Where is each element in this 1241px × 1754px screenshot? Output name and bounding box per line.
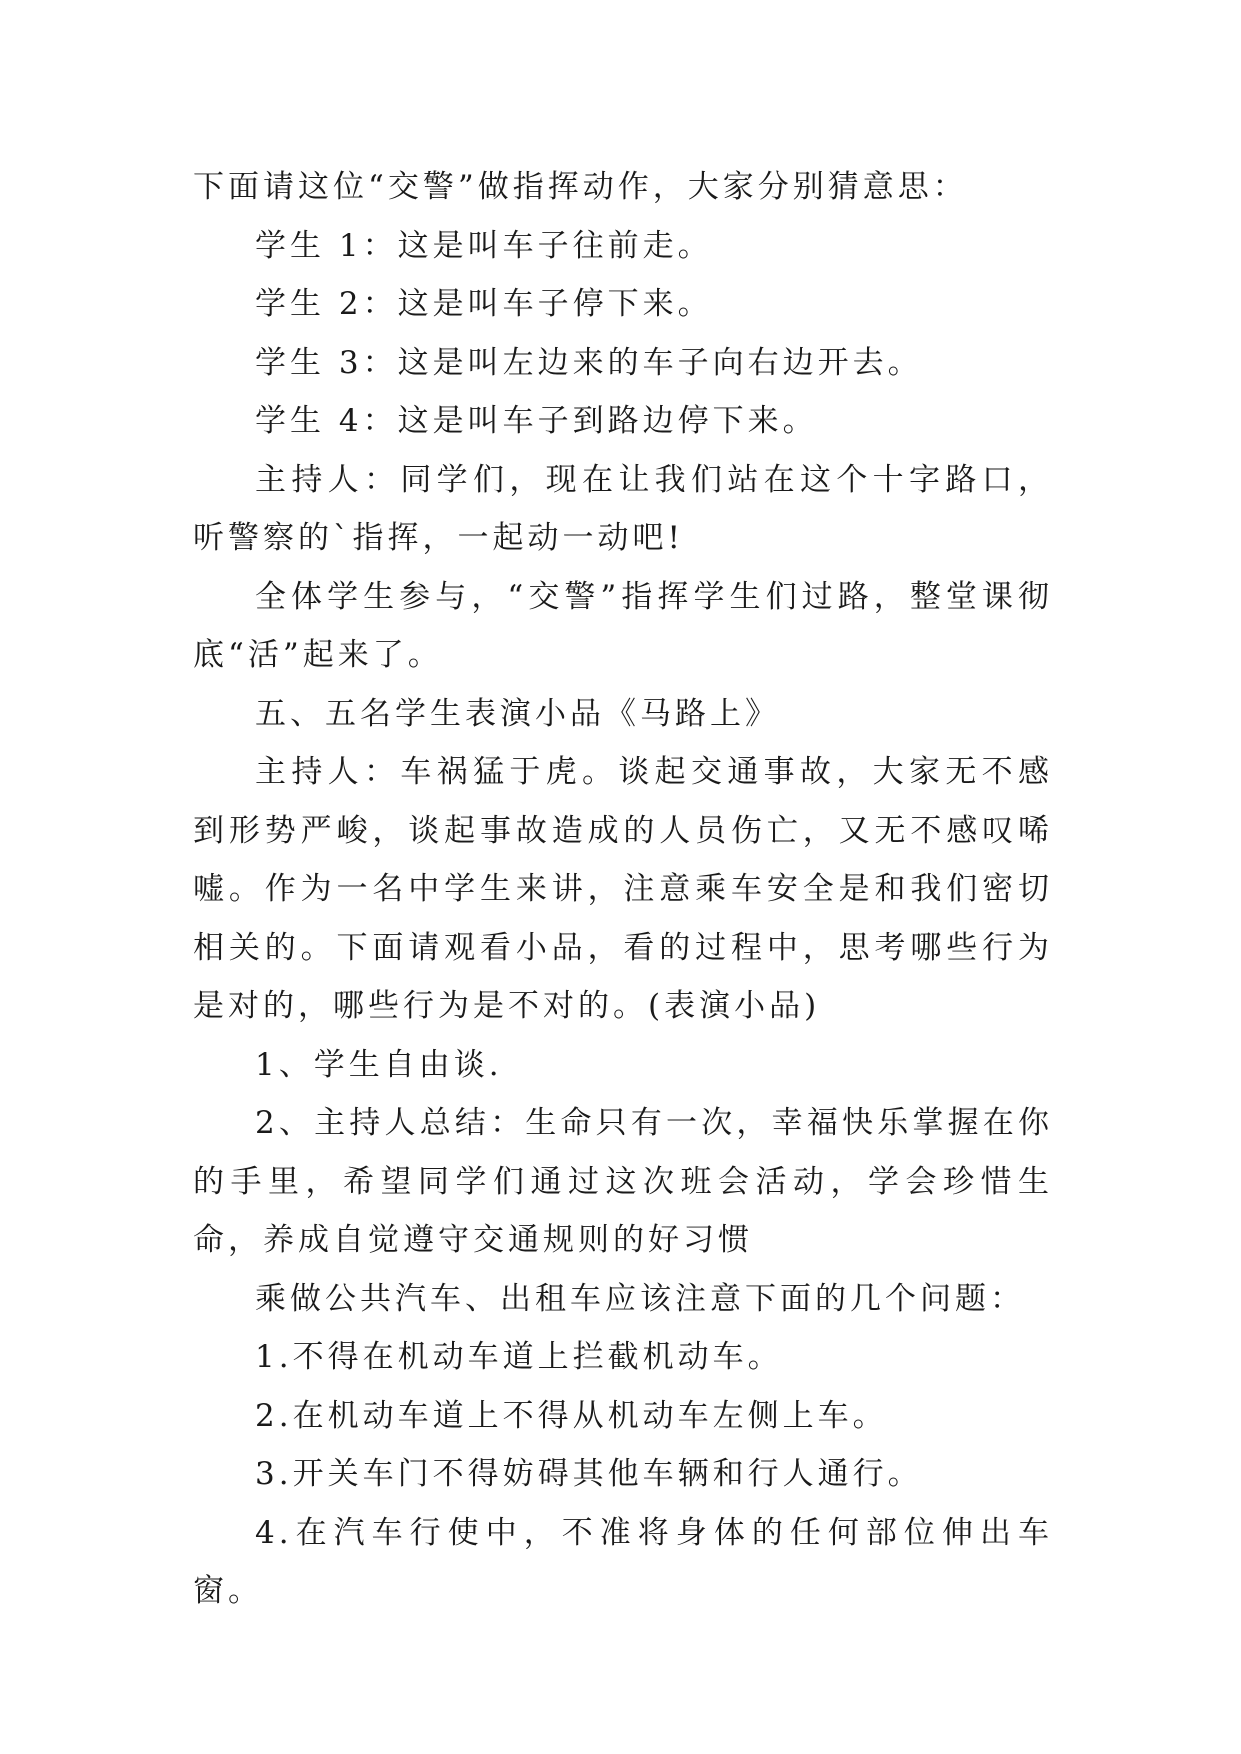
paragraph-9: 主持人：车祸猛于虎。谈起交通事故，大家无不感到形势严峻，谈起事故造成的人员伤亡，又无不感叹唏嘘。作为一名中学生来讲，注意乘车安全是和我们密切相关的。下面请观看小品，看的过程中，思考哪些行为是对的，哪些行为是不对的。(表演小品) [193, 754, 1053, 1024]
rule-item-3: 3.开关车门不得妨碍其他车辆和行人通行。 [255, 1456, 923, 1492]
paragraph-6: 主持人：同学们，现在让我们站在这个十字路口，听警察的`指挥，一起动一动吧! [193, 461, 1053, 556]
section-heading: 五、五名学生表演小品《马路上》 [255, 695, 780, 732]
rule-item-1: 1.不得在机动车道上拦截机动车。 [255, 1339, 783, 1375]
document-body [193, 158, 1053, 1621]
list-item-2: 2、主持人总结：生命只有一次，幸福快乐掌握在你的手里，希望同学们通过这次班会活动，学会珍惜生命，养成自觉遵守交通规则的好习惯 [193, 1105, 1053, 1258]
paragraph-3: 学生 2：这是叫车子停下来。 [255, 286, 713, 322]
paragraph-5: 学生 4：这是叫车子到路边停下来。 [255, 403, 818, 439]
paragraph-1: 下面请这位“交警”做指挥动作，大家分别猜意思： [193, 169, 968, 205]
paragraph-12: 乘做公共汽车、出租车应该注意下面的几个问题： [255, 1280, 1025, 1317]
list-item-1: 1、学生自由谈. [255, 1046, 503, 1083]
paragraph-2: 学生 1：这是叫车子往前走。 [255, 227, 713, 264]
paragraph-7: 全体学生参与，“交警”指挥学生们过路，整堂课彻底“活”起来了。 [193, 578, 1053, 673]
rule-item-4: 4.在汽车行使中，不准将身体的任何部位伸出车窗。 [193, 1514, 1053, 1609]
paragraph-4: 学生 3：这是叫左边来的车子向右边开去。 [255, 344, 923, 381]
rule-item-2: 2.在机动车道上不得从机动车左侧上车。 [255, 1397, 888, 1434]
